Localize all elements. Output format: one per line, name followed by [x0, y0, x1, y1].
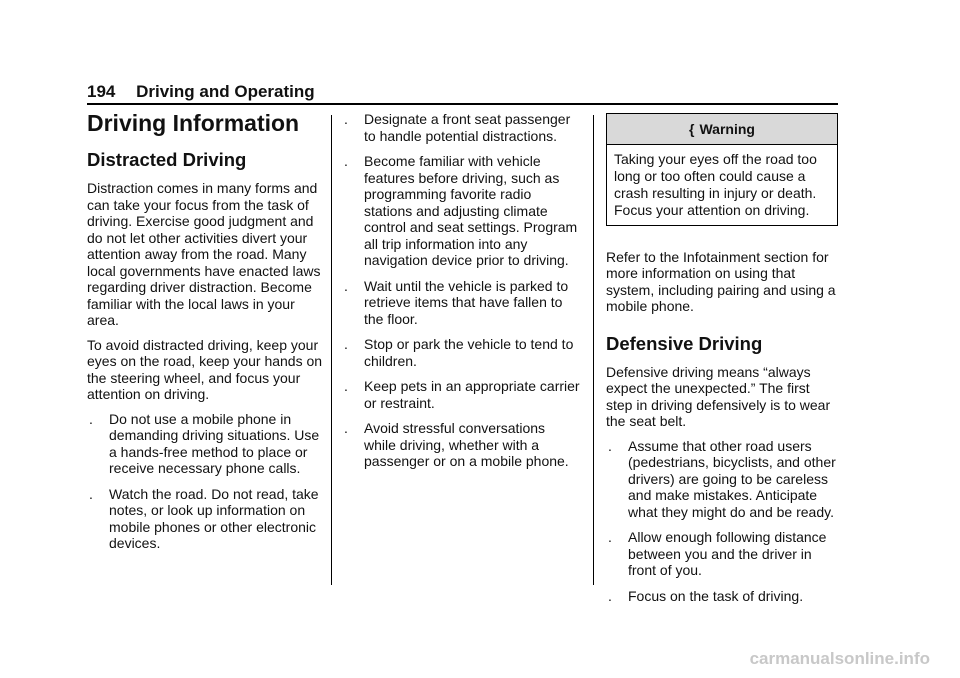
warning-text: Taking your eyes off the road too long or too often could cause a crash resulting in injury or death. Focus your attention on driving.: [614, 150, 817, 218]
bullet-list: [342, 111, 580, 470]
section-title: Driving and Operating: [136, 82, 315, 101]
column-divider-1: [331, 115, 332, 585]
bullet-list: [87, 411, 323, 552]
list-item: . Avoid stressful conversations while driving, whether with a passenger or on a mobile phone.: [342, 420, 580, 470]
list-item: . Watch the road. Do not read, take notes, or look up information on mobile phones or other electronic devices.: [87, 486, 323, 552]
column-3: [606, 108, 838, 613]
warning-label: Warning: [699, 121, 755, 137]
section-heading-defensive: Defensive Driving: [606, 332, 763, 354]
warning-box: [606, 113, 838, 226]
column-divider-2: [593, 115, 594, 585]
paragraph: To avoid distracted driving, keep your eyes on the road, keep your hands on the steering wheel, and focus your attention on driving.: [87, 336, 323, 402]
paragraph: Refer to the Infotainment section for more information on using that system, including pairing and using a mobile phone.: [606, 248, 836, 314]
bullet-list: [606, 438, 838, 605]
column-1: [87, 108, 323, 561]
list-item: . Keep pets in an appropriate carrier or restraint.: [342, 378, 580, 411]
list-item: . Assume that other road users (pedestrians, bicyclists, and other drivers) are going to be careless and make mistakes. Anticipate what they might do and be ready.: [606, 438, 838, 521]
watermark: carmanualsonline.info: [749, 649, 930, 668]
page-header: [87, 82, 315, 102]
column-2: [342, 111, 580, 479]
list-item: . Become familiar with vehicle features before driving, such as programming favorite radio stations and adjusting climate control and seat settings. Program all trip information into any navigation device prior to driving.: [342, 153, 580, 269]
list-item: . Stop or park the vehicle to tend to children.: [342, 336, 580, 369]
warning-icon: {: [689, 121, 695, 137]
list-item: . Designate a front seat passenger to handle potential distractions.: [342, 111, 580, 144]
list-item: . Do not use a mobile phone in demanding driving situations. Use a hands-free method to place or receive necessary phone calls.: [87, 411, 323, 477]
paragraph: Distraction comes in many forms and can take your focus from the task of driving. Exercise good judgment and do not let other activities divert your attention away from the road. Many local governments have enacted laws regarding driver distraction. Become familiar with the local laws in your area.: [87, 180, 321, 328]
list-item: . Wait until the vehicle is parked to retrieve items that have fallen to the floor.: [342, 278, 580, 328]
page-title: Driving Information: [87, 110, 300, 136]
paragraph: Defensive driving means “always expect the unexpected.” The first step in driving defensively is to wear the seat belt.: [606, 363, 831, 429]
section-heading-distracted: Distracted Driving: [87, 149, 247, 170]
page-number: 194: [87, 82, 116, 101]
warning-header: [607, 114, 837, 145]
header-rule: [87, 103, 838, 105]
list-item: . Focus on the task of driving.: [606, 588, 838, 605]
list-item: . Allow enough following distance between you and the driver in front of you.: [606, 529, 838, 579]
